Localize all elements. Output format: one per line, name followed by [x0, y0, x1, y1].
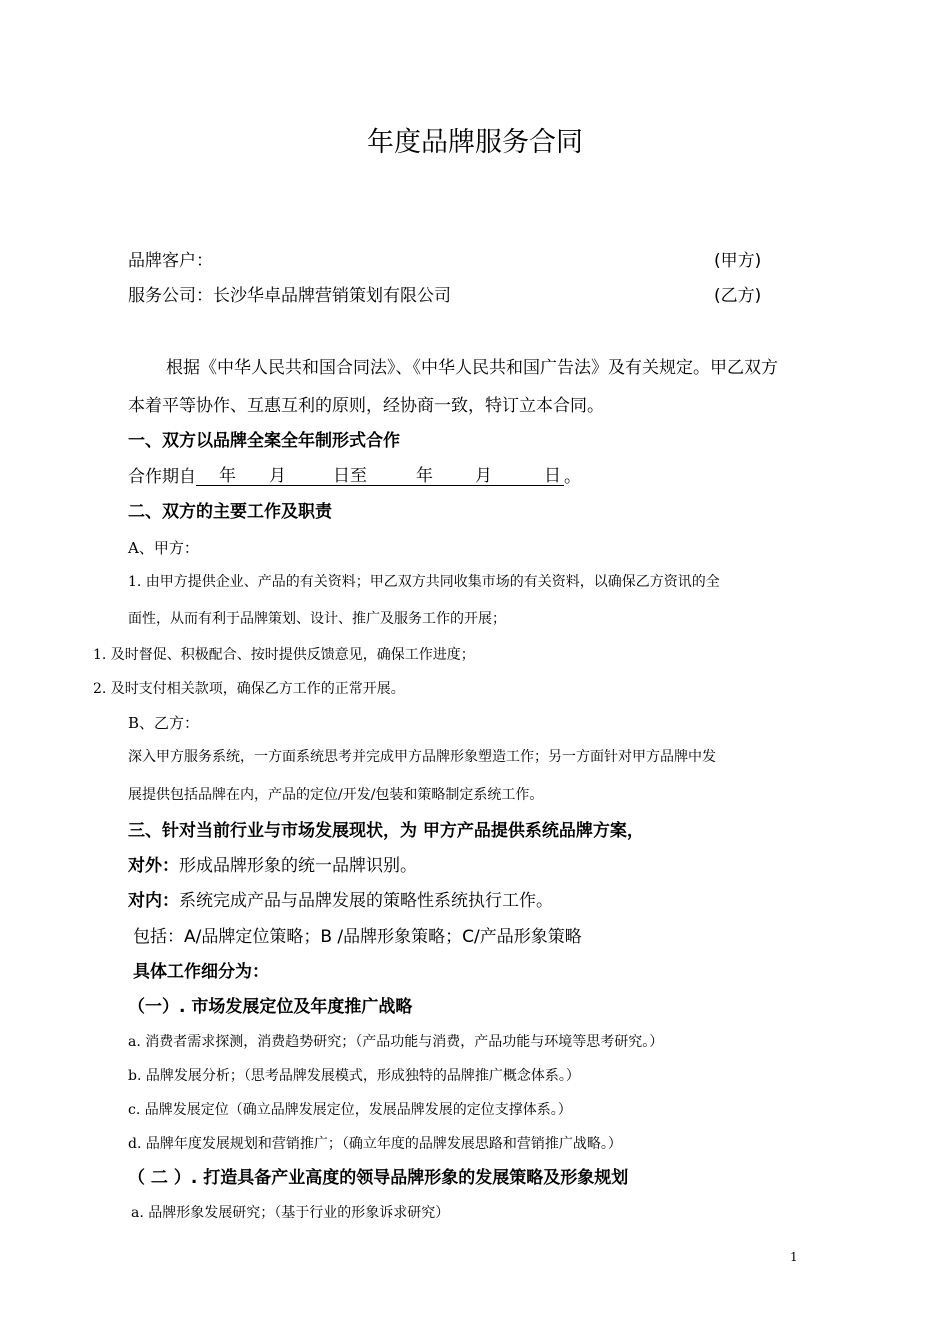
party-a-item-3: 2. 及时支付相关款项，确保乙方工作的正常开展。 — [93, 681, 405, 697]
page-number: 1 — [790, 1250, 798, 1264]
detail-heading: 具体工作细分为： — [133, 962, 269, 982]
internal-text: 系统完成产品与品牌发展的策略性系统执行工作。 — [179, 891, 553, 911]
subsection-1-heading: （一）. 市场发展定位及年度推广战略 — [128, 997, 413, 1017]
period-blank-month-2 — [430, 468, 496, 486]
client-role: (甲方) — [714, 251, 762, 271]
intro-line-2: 本着平等协作、互惠互利的原则，经协商一致，特订立本合同。 — [128, 396, 604, 416]
section-2-heading: 二、双方的主要工作及职责 — [128, 502, 332, 522]
subsection-1-item-d: d. 品牌年度发展规划和营销推广；（确立年度的品牌发展思路和营销推广战略。） — [128, 1136, 622, 1152]
period-blank-day-1 — [302, 468, 368, 486]
subsection-2-item-a: a. 品牌形象发展研究；（基于行业的形象诉求研究） — [131, 1205, 450, 1221]
party-a-item-1-line-2: 面性，从而有利于品牌策划、设计、推广及服务工作的开展； — [128, 611, 506, 627]
service-company: 服务公司：长沙华卓品牌营销策划有限公司 — [128, 286, 451, 306]
period-month-1: 月 — [269, 466, 286, 486]
period-day-1: 日至 — [333, 466, 367, 486]
period-day-2: 日 — [544, 466, 561, 486]
section-3-heading: 三、针对当前行业与市场发展现状，为 甲方产品提供系统品牌方案， — [128, 821, 644, 841]
strategy-includes: 包括：A/品牌定位策略；B /品牌形象策略；C/产品形象策略 — [133, 927, 582, 947]
party-a-label: A、甲方： — [128, 539, 199, 557]
subsection-2-heading: （ 二 ）. 打造具备产业高度的领导品牌形象的发展策略及形象规划 — [128, 1168, 629, 1188]
internal-line — [128, 893, 553, 910]
intro-line-1: 根据《中华人民共和国合同法》、《中华人民共和国广告法》及有关规定。甲乙双方 — [166, 358, 778, 378]
period-blank-year-1 — [196, 468, 244, 486]
external-text: 形成品牌形象的统一品牌识别。 — [179, 856, 417, 876]
party-b-line-1: 深入甲方服务系统，一方面系统思考并完成甲方品牌形象塑造工作；另一方面针对甲方品牌中发 — [128, 749, 716, 765]
internal-label: 对内： — [128, 891, 179, 911]
service-role: (乙方) — [714, 286, 762, 306]
party-a-item-1-line-1: 1. 由甲方提供企业、产品的有关资料；甲乙双方共同收集市场的有关资料，以确保乙方资讯的全 — [128, 574, 720, 590]
client-label: 品牌客户： — [128, 251, 213, 271]
subsection-1-item-c: c. 品牌发展定位（确立品牌发展定位，发展品牌发展的定位支撑体系。） — [128, 1102, 572, 1118]
external-line — [128, 858, 417, 875]
period-year-2: 年 — [416, 466, 433, 486]
external-label: 对外： — [128, 856, 179, 876]
cooperation-period — [128, 468, 581, 486]
party-a-item-2: 1. 及时督促、积极配合、按时提供反馈意见，确保工作进度； — [93, 647, 475, 663]
period-prefix: 合作期自 — [128, 467, 196, 487]
period-end: 。 — [564, 467, 581, 487]
party-b-label: B、乙方： — [128, 714, 200, 732]
subsection-1-item-b: b. 品牌发展分析；（思考品牌发展模式，形成独特的品牌推广概念体系。） — [128, 1068, 580, 1084]
period-year-1: 年 — [219, 466, 236, 486]
period-blank-day-2 — [496, 468, 564, 486]
section-1-heading: 一、双方以品牌全案全年制形式合作 — [128, 431, 400, 451]
period-month-2: 月 — [475, 466, 492, 486]
period-blank-year-2 — [368, 466, 433, 486]
subsection-1-item-a: a. 消费者需求探测，消费趋势研究；（产品功能与消费，产品功能与环境等思考研究。） — [128, 1034, 664, 1050]
document-title: 年度品牌服务合同 — [367, 127, 583, 158]
period-blank-month-1 — [244, 468, 302, 486]
party-b-line-2: 展提供包括品牌在内，产品的定位/开发/包装和策略制定系统工作。 — [128, 787, 544, 803]
